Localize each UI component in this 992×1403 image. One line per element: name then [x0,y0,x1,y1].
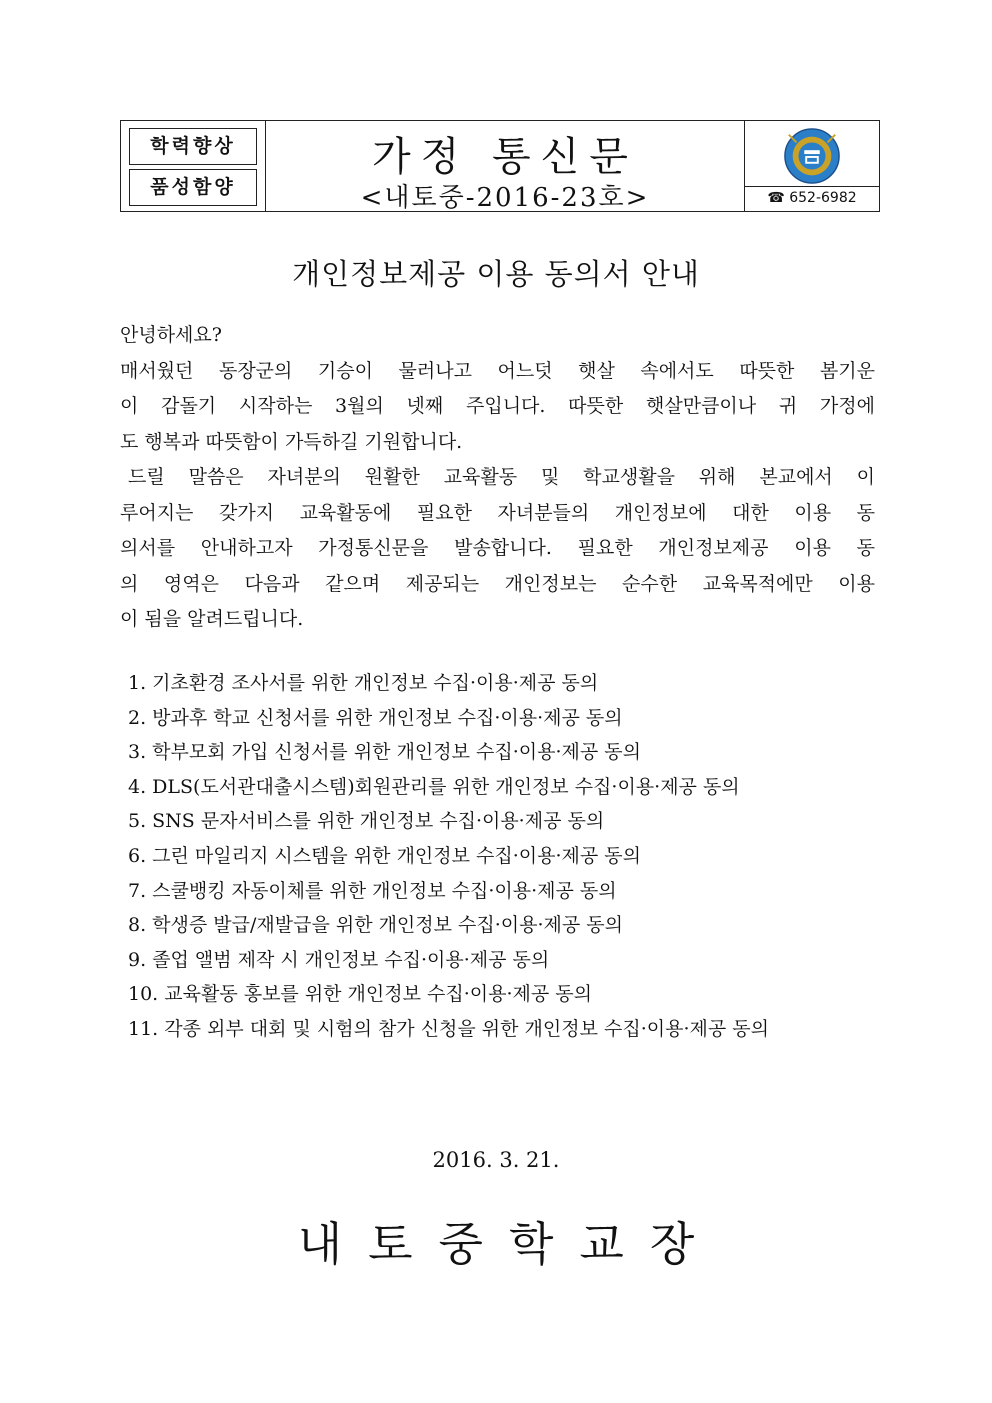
paragraph-1-line-2: 이 감돌기 시작하는 3월의 넷째 주입니다. 따뜻한 햇살만큼이나 귀 가정에 [120,395,875,417]
paragraph-2-line-3: 의서를 안내하고자 가정통신문을 발송합니다. 필요한 개인정보제공 이용 동 [120,537,875,559]
issue-date: 2016. 3. 21. [432,1148,560,1172]
greeting: 안녕하세요? [120,324,222,346]
header-table [120,120,880,212]
list-item: 8. 학생증 발급/재발급을 위한 개인정보 수집·이용·제공 동의 [128,914,623,937]
paragraph-1-line-1: 매서웠던 동장군의 기승이 물러나고 어느덧 햇살 속에서도 따뜻한 봄기운 [120,359,875,382]
paragraph-1-line-3: 도 행복과 따뜻함이 가득하길 기원합니다. [120,430,463,453]
newsletter-title: 가정 통신문 [372,134,638,180]
school-emblem-icon [783,127,841,185]
list-item-11 [128,1012,876,1047]
issue-number: <내토중-2016-23호> [360,183,650,213]
motto-column [121,121,266,211]
paragraph-2-line-5: 이 됨을 알려드립니다. [120,608,304,630]
paragraph-2-line-1: 드릴 말씀은 자녀분의 원활한 교육활동 및 학교생활을 위해 본교에서 이 [128,466,875,488]
title-column [266,121,744,211]
list-item: 5. SNS 문자서비스를 위한 개인정보 수집·이용·제공 동의 [128,810,605,833]
paragraph-2-line-2: 루어지는 갖가지 교육활동에 필요한 자녀분들의 개인정보에 대한 이용 동 [120,501,875,524]
consent-list [128,666,876,1047]
list-item: 10. 교육활동 홍보를 위한 개인정보 수집·이용·제공 동의 [128,983,592,1006]
list-item: 7. 스쿨뱅킹 자동이체를 위한 개인정보 수집·이용·제공 동의 [128,879,617,902]
paragraph-2-line-4: 의 영역은 다음과 같으며 제공되는 개인정보는 순수한 교육목적에만 이용 [120,572,875,595]
logo-column [744,121,879,211]
list-item-number: 11. [128,1017,159,1040]
principal-signature: 내토중학교장 [297,1217,721,1271]
list-item: 1. 기초환경 조사서를 위한 개인정보 수집·이용·제공 동의 [128,672,599,694]
list-item: 6. 그린 마일리지 시스템을 위한 개인정보 수집·이용·제공 동의 [128,844,641,867]
list-item: 4. DLS(도서관대출시스템)회원관리를 위한 개인정보 수집·이용·제공 동의 [128,775,740,798]
motto-box-1: 학력향상 [129,128,257,165]
body-text [120,318,875,638]
list-item: 2. 방과후 학교 신청서를 위한 개인정보 수집·이용·제공 동의 [128,706,623,729]
motto-box-2: 품성함양 [129,169,257,206]
list-item-text: 각종 외부 대회 및 시험의 참가 신청을 위한 개인정보 수집·이용·제공 동의 [164,1017,769,1040]
list-item: 3. 학부모회 가입 신청서를 위한 개인정보 수집·이용·제공 동의 [128,741,641,764]
document-title: 개인정보제공 이용 동의서 안내 [292,257,700,291]
list-item: 9. 졸업 앨범 제작 시 개인정보 수집·이용·제공 동의 [128,948,550,971]
phone-number: ☎ 652-6982 [745,186,879,211]
